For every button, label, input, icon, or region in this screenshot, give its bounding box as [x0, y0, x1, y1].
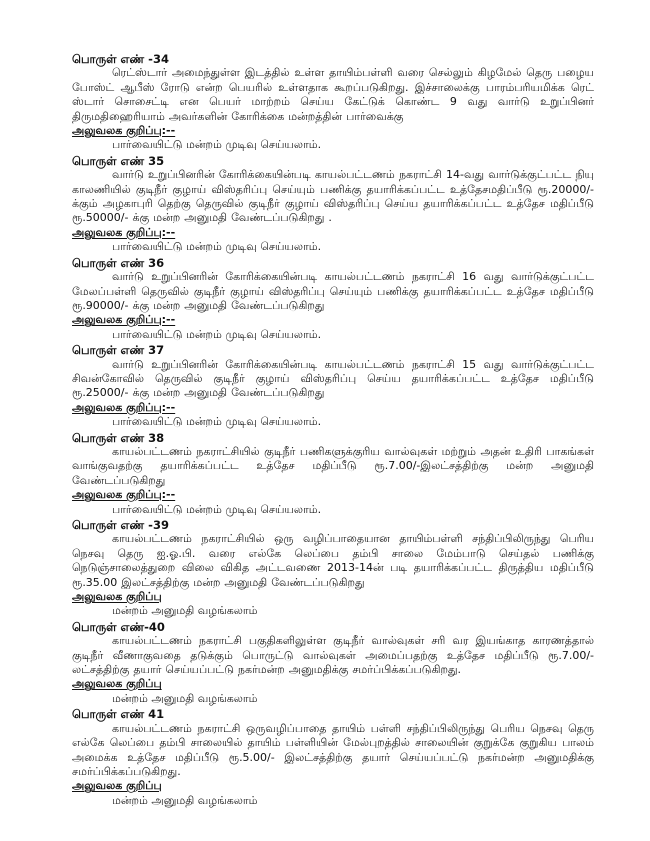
office-note-label: அலுவலக குறிப்பு:--	[72, 225, 176, 239]
item-body: காயல்பட்டணம் நகராட்சி ஒருவழிப்பாதை தாயிம் பள்ளி சந்திப்பிலிருந்து பெரிய நெசவு தெரு எல்கே லெப்பை தம்பி சாலையில் தாயிம் பள்ளியின் மேல்புறத்தில் சாலையின் குறுக்கே குறுகிய பாலம் அமைக்க உத்தேச மதிப்பீடு ரூ.5.00/- இலட்சத்திற்கு தயார் செய்யப்பட்டு நகர்மன்ற அனுமதிக்கு சமர்ப்பிக்கப்படுகிறது.	[72, 721, 594, 778]
agenda-item-41	[72, 707, 594, 808]
office-note-decision: பார்வையிட்டு மன்றம் முடிவு செய்யலாம்.	[112, 415, 322, 429]
office-note-decision: மன்றம் அனுமதி வழங்கலாம்	[112, 691, 258, 705]
item-heading: பொருள் எண் 36	[72, 255, 165, 270]
agenda-item-37	[72, 343, 594, 429]
office-note-decision: பார்வையிட்டு மன்றம் முடிவு செய்யலாம்.	[112, 502, 322, 516]
agenda-item-40	[72, 620, 594, 706]
agenda-item-38	[72, 431, 594, 517]
item-heading: பொருள் எண் 41	[72, 707, 165, 722]
item-body: வார்டு உறுப்பினரின் கோரிக்கையின்படி காயல்பட்டணம் நகராட்சி 14-வது வார்டுக்குட்பட்ட நியு காலணியில் குடிநீர் குழாய் விஸ்தரிப்பு செய்யும் பணிக்கு தயாரிக்கப்பட்ட உத்தேசமதிப்பீடு ரூ.20000/- க்கும் அழகாபுரி தெற்கு தெருவில் குடிநீர் குழாய் விஸ்தரிப்பு செய்ய தயாரிக்கப்பட்ட உத்தேச மதிப்பீடு ரூ.50000/- க்கு மன்ற அனுமதி வேண்டப்படுகிறது .	[72, 168, 594, 225]
office-note-decision: மன்றம் அனுமதி வழங்கலாம்	[112, 604, 258, 618]
item-heading: பொருள் எண் 37	[72, 343, 165, 358]
office-note-decision: பார்வையிட்டு மன்றம் முடிவு செய்யலாம்.	[112, 138, 322, 152]
office-note-label: அலுவலக குறிப்பு:--	[72, 400, 176, 414]
agenda-item-36	[72, 256, 594, 342]
office-note-decision: பார்வையிட்டு மன்றம் முடிவு செய்யலாம்.	[112, 240, 322, 254]
agenda-item-34	[72, 52, 594, 153]
item-heading: பொருள் எண் -39	[72, 518, 169, 532]
item-heading: பொருள் எண்-40	[72, 619, 165, 634]
office-note-label: அலுவலக குறிப்பு	[72, 677, 162, 691]
agenda-item-35	[72, 154, 594, 255]
item-body: ரெட்ஸ்டார் அமைந்துள்ள இடத்தில் உள்ள தாயிம்பள்ளி வரை செல்லும் கிழமேல் தெரு பழைய போஸ்ட் ஆபீஸ் ரோடு என்ற பெயரில் உள்ளதாக கூறப்படுகிறது. இச்சாலைக்கு பாரம்பரியமிக்க ரெட் ஸ்டார் சொசைட்டி என பெயர் மாற்றம் செய்ய கேட்டுக் கொண்ட 9 வது வார்டு உறுப்பினர் திருமதிஹைரியாம் அவர்களின் கோரிக்கை மன்றத்தின் பார்வைக்கு	[72, 66, 594, 123]
office-note-label: அலுவலக குறிப்பு:--	[72, 488, 176, 502]
item-body: காயல்பட்டணம் நகராட்சியில் ஒரு வழிப்பாதையான தாயிம்பள்ளி சந்திப்பிலிருந்து பெரிய நெசவு தெரு ஐ.ஓ.பி. வரை எல்கே லெப்பை தம்பி சாலை மேம்பாடு செய்தல் பணிக்கு நெடுஞ்சாலைத்துறை விலை விகித அட்டவணை 2013-14ன் படி தயாரிக்கப்பட்ட திருத்திய மதிப்பீடு ரூ.35.00 இலட்சத்திற்கு மன்ற அனுமதி வேண்டப்படுகிறது	[72, 532, 594, 589]
item-body: காயல்பட்டணம் நகராட்சியில் குடிநீர் பணிகளுக்குரிய வால்வுகள் மற்றும் அதன் உதிரி பாகங்கள் வாங்குவதற்கு தயாரிக்கப்பட்ட உத்தேச மதிப்பீடு ரூ.7.00/-இலட்சத்திற்கு மன்ற அனுமதி வேண்டப்படுகிறது	[72, 444, 594, 487]
office-note-label: அலுவலக குறிப்பு	[72, 779, 162, 793]
item-body: வார்டு உறுப்பினரின் கோரிக்கையின்படி காயல்பட்டணம் நகராட்சி 15 வது வார்டுக்குட்பட்ட சிவன்கோவில் தெருவில் குடிநீர் குழாய் விஸ்தரிப்பு செய்ய தயாரிக்கப்பட்ட உத்தேச மதிப்பீடு ரூ.25000/- க்கு மன்ற அனுமதி வேண்டப்படுகிறது	[72, 357, 594, 400]
item-heading: பொருள் எண் 35	[72, 153, 165, 168]
item-heading: பொருள் எண் 38	[72, 430, 165, 445]
office-note-label: அலுவலக குறிப்பு:--	[72, 124, 176, 138]
office-note-label: அலுவலக குறிப்பு:--	[72, 313, 176, 327]
item-heading: பொருள் எண் -34	[72, 52, 169, 66]
agenda-item-39	[72, 518, 594, 619]
item-body: காயல்பட்டணம் நகராட்சி பகுதிகளிலுள்ள குடிநீர் வால்வுகள் சரி வர இயங்காத காரணத்தால் குடிநீர் வீணாகுவதை தடுக்கும் பொருட்டு வால்வுகள் அமைப்பதற்கு உத்தேச மதிப்பீடு ரூ.7.00/- லட்சத்திற்கு தயார் செய்யப்பட்டு நகர்மன்ற அனுமதிக்கு சமர்ப்பிக்கப்படுகிறது.	[72, 634, 594, 677]
item-body: வார்டு உறுப்பினரின் கோரிக்கையின்படி காயல்பட்டணம் நகராட்சி 16 வது வார்டுக்குட்பட்ட மேலப்பள்ளி தெருவில் குடிநீர் குழாய் விஸ்தரிப்பு செய்யும் பணிக்கு தயாரிக்கப்பட்ட உத்தேச மதிப்பீடு ரூ.90000/- க்கு மன்ற அனுமதி வேண்டப்படுகிறது	[72, 270, 594, 312]
office-note-label: அலுவலக குறிப்பு	[72, 590, 162, 604]
office-note-decision: பார்வையிட்டு மன்றம் முடிவு செய்யலாம்.	[112, 327, 322, 341]
office-note-decision: மன்றம் அனுமதி வழங்கலாம்	[112, 793, 258, 807]
